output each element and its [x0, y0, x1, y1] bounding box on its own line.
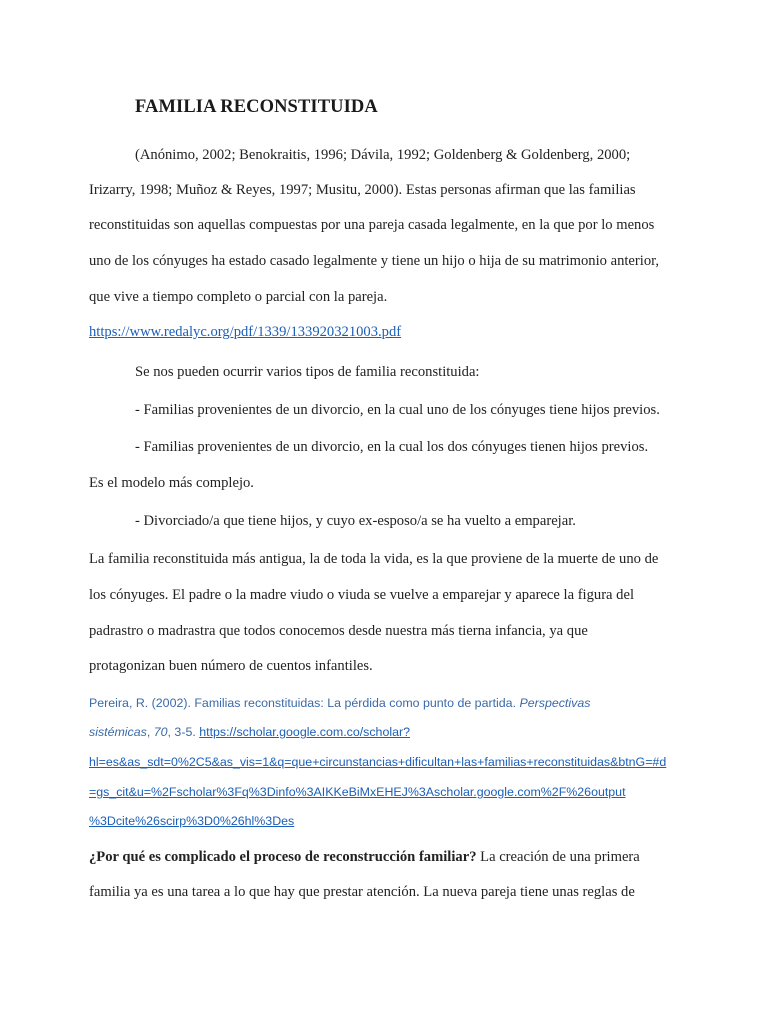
- citation-url-part-4[interactable]: %3Dcite%26scirp%3D0%26hl%3Des: [89, 814, 295, 828]
- citation-line-5[interactable]: [89, 812, 294, 830]
- paragraph-line: familia ya es una tarea a lo que hay que prestar atención. La nueva pareja tiene unas reglas de: [89, 884, 635, 900]
- citation-pages: , 3-5.: [167, 725, 196, 739]
- paragraph-line: (Anónimo, 2002; Benokraitis, 1996; Dávila, 1992; Goldenberg & Goldenberg, 2000;: [135, 147, 631, 163]
- citation-volume: 70: [153, 725, 168, 739]
- types-intro: Se nos pueden ocurrir varios tipos de familia reconstituida:: [135, 364, 480, 380]
- citation-line-4[interactable]: [89, 783, 626, 801]
- citation-url-part-3[interactable]: =gs_cit&u=%2Fscholar%3Fq%3Dinfo%3AIKKeBiMxEHEJ%3Ascholar.google.com%2F%26output: [89, 785, 626, 799]
- citation-journal: Perspectivas: [519, 696, 591, 710]
- type-item-2-cont: Es el modelo más complejo.: [89, 475, 254, 491]
- paragraph-line: La familia reconstituida más antigua, la de toda la vida, es la que proviene de la muerte de uno de: [89, 551, 659, 567]
- type-item-1: - Familias provenientes de un divorcio, en la cual uno de los cónyuges tiene hijos previos.: [135, 402, 660, 418]
- paragraph-line: los cónyuges. El padre o la madre viudo o viuda se vuelve a emparejar y aparece la figura del: [89, 587, 635, 603]
- citation-journal-cont: sistémicas: [89, 725, 147, 739]
- source-link-redalyc[interactable]: [89, 323, 401, 341]
- citation-sep: ,: [146, 725, 151, 739]
- link-text[interactable]: https://www.redalyc.org/pdf/1339/133920321003.pdf: [89, 324, 402, 340]
- type-item-3: - Divorciado/a que tiene hijos, y cuyo ex-esposo/a se ha vuelto a emparejar.: [135, 513, 576, 529]
- citation-authors: Pereira, R. (2002). Familias reconstituidas: La pérdida como punto de partida.: [89, 696, 517, 710]
- paragraph-line: uno de los cónyuges ha estado casado legalmente y tiene un hijo o hija de su matrimonio anterior,: [89, 253, 660, 269]
- type-item-2: - Familias provenientes de un divorcio, en la cual los dos cónyuges tienen hijos previos.: [135, 439, 649, 455]
- paragraph-line: Irizarry, 1998; Muñoz & Reyes, 1997; Musitu, 2000). Estas personas afirman que las familias: [89, 182, 636, 198]
- document-title: FAMILIA RECONSTITUIDA: [135, 97, 378, 117]
- paragraph-text: La creación de una primera: [476, 849, 640, 865]
- citation-url-part-1[interactable]: https://scholar.google.com.co/scholar?: [199, 725, 411, 739]
- citation-url-part-2[interactable]: hl=es&as_sdt=0%2C5&as_vis=1&q=que+circunstancias+dificultan+las+familias+reconstituidas&btnG=#d: [89, 755, 667, 769]
- section-question: ¿Por qué es complicado el proceso de reconstrucción familiar?: [89, 849, 477, 865]
- paragraph-line: padrastro o madrastra que todos conocemos desde nuestra más tierna infancia, ya que: [89, 623, 588, 639]
- paragraph-line: reconstituidas son aquellas compuestas por una pareja casada legalmente, en la que por lo menos: [89, 217, 655, 233]
- citation-line-2: [89, 723, 410, 741]
- paragraph-line: protagonizan buen número de cuentos infantiles.: [89, 658, 373, 674]
- citation-line-3[interactable]: [89, 753, 666, 771]
- citation-line-1: [89, 694, 590, 712]
- paragraph-line: que vive a tiempo completo o parcial con la pareja.: [89, 289, 388, 305]
- paragraph-line: [89, 848, 640, 866]
